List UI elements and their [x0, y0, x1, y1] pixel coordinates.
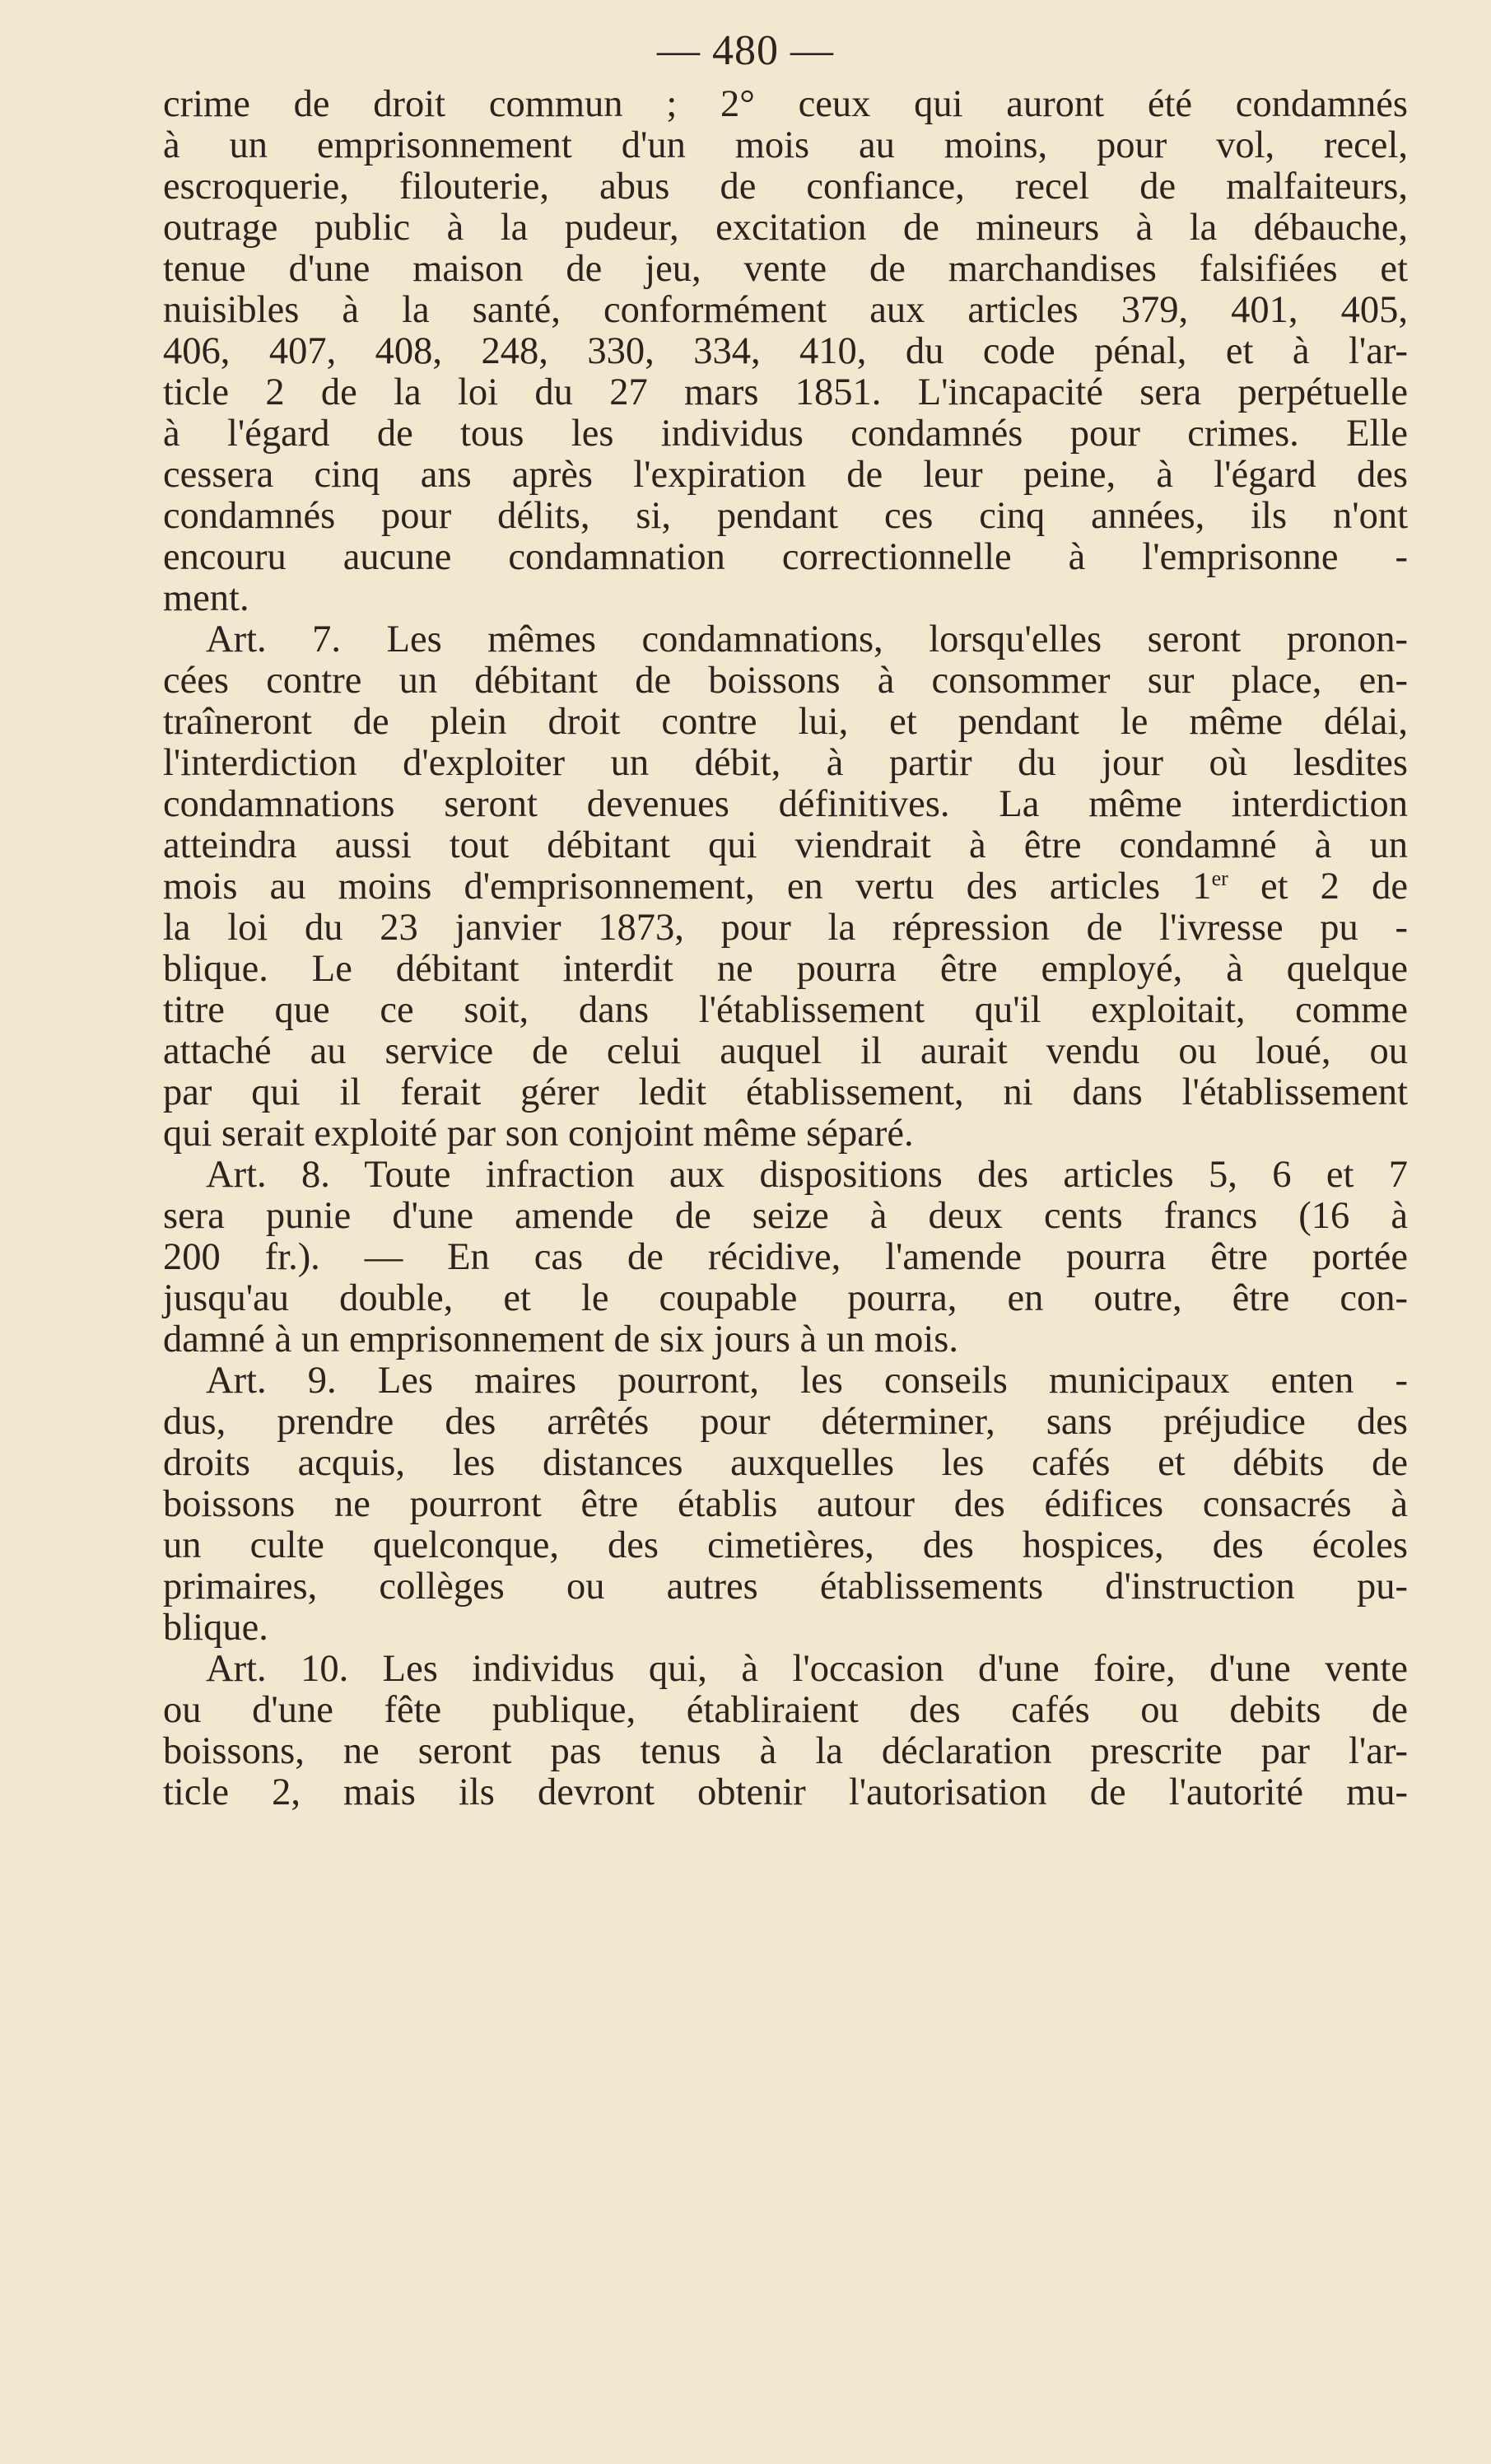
text-line: primaires, collèges ou autres établissements d'instruction pu-	[163, 1566, 1408, 1608]
text-line: tenue d'une maison de jeu, vente de marchandises falsifiées et	[163, 248, 1408, 290]
text-line: escroquerie, filouterie, abus de confiance, recel de malfaiteurs,	[163, 166, 1408, 208]
text-line: 200 fr.). — En cas de récidive, l'amende pourra être portée	[163, 1236, 1408, 1278]
text-line: titre que ce soit, dans l'établissement qu'il exploitait, comme	[163, 989, 1408, 1031]
text-line: blique.	[163, 1607, 268, 1649]
text-line: attaché au service de celui auquel il aurait vendu ou loué, ou	[163, 1030, 1408, 1072]
text-line: la loi du 23 janvier 1873, pour la répression de l'ivresse pu -	[163, 907, 1408, 949]
text-line: ment.	[163, 577, 249, 619]
text-line: par qui il ferait gérer ledit établissement, ni dans l'établissement	[163, 1071, 1408, 1113]
text-line: ou d'une fête publique, établiraient des cafés ou debits de	[163, 1689, 1408, 1731]
text-line-article-7: Art. 7. Les mêmes condamnations, lorsqu'elles seront pronon-	[206, 618, 1408, 660]
text-line: 406, 407, 408, 248, 330, 334, 410, du code pénal, et à l'ar-	[163, 330, 1408, 372]
text-line: sera punie d'une amende de seize à deux cents francs (16 à	[163, 1195, 1408, 1237]
text-line: droits acquis, les distances auxquelles les cafés et débits de	[163, 1442, 1408, 1484]
text-line: dus, prendre des arrêtés pour déterminer, sans préjudice des	[163, 1401, 1408, 1443]
text-line: qui serait exploité par son conjoint même séparé.	[163, 1113, 914, 1155]
text-line: encouru aucune condamnation correctionnelle à l'emprisonne -	[163, 536, 1408, 578]
text-segment: mois au moins d'emprisonnement, en vertu des articles 1	[163, 866, 1212, 908]
text-line: condamnés pour délits, si, pendant ces cinq années, ils n'ont	[163, 495, 1408, 537]
text-line: boissons ne pourront être établis autour des édifices consacrés à	[163, 1483, 1408, 1525]
text-line: cessera cinq ans après l'expiration de leur peine, à l'égard des	[163, 454, 1408, 496]
text-line: à l'égard de tous les individus condamnés pour crimes. Elle	[163, 413, 1408, 455]
text-line: atteindra aussi tout débitant qui viendrait à être condamné à un	[163, 824, 1408, 866]
text-line: jusqu'au double, et le coupable pourra, en outre, être con-	[163, 1277, 1408, 1319]
text-line-article-10: Art. 10. Les individus qui, à l'occasion d'une foire, d'une vente	[206, 1648, 1408, 1690]
text-line: outrage public à la pudeur, excitation de mineurs à la débauche,	[163, 207, 1408, 249]
page-number-header: — 480 —	[657, 27, 834, 74]
text-line: boissons, ne seront pas tenus à la déclaration prescrite par l'ar-	[163, 1730, 1408, 1772]
text-line: crime de droit commun ; 2° ceux qui auront été condamnés	[163, 83, 1408, 125]
text-line-with-superscript	[163, 866, 1408, 908]
text-line: un culte quelconque, des cimetières, des hospices, des écoles	[163, 1524, 1408, 1566]
text-line: ticle 2 de la loi du 27 mars 1851. L'incapacité sera perpétuelle	[163, 371, 1408, 413]
text-line: ticle 2, mais ils devront obtenir l'autorisation de l'autorité mu-	[163, 1771, 1408, 1813]
text-line: damné à un emprisonnement de six jours à un mois.	[163, 1318, 958, 1360]
text-line: traîneront de plein droit contre lui, et pendant le même délai,	[163, 701, 1408, 743]
text-segment: et 2 de	[1228, 866, 1409, 908]
text-line: blique. Le débitant interdit ne pourra être employé, à quelque	[163, 948, 1408, 990]
text-line-article-9: Art. 9. Les maires pourront, les conseils municipaux enten -	[206, 1360, 1408, 1402]
text-line: condamnations seront devenues définitives. La même interdiction	[163, 783, 1408, 825]
ordinal-superscript: er	[1211, 866, 1228, 890]
text-line: cées contre un débitant de boissons à consommer sur place, en-	[163, 660, 1408, 702]
text-line: nuisibles à la santé, conformément aux articles 379, 401, 405,	[163, 289, 1408, 331]
text-line-article-8: Art. 8. Toute infraction aux dispositions des articles 5, 6 et 7	[206, 1154, 1408, 1196]
text-line: à un emprisonnement d'un mois au moins, pour vol, recel,	[163, 124, 1408, 166]
body-text	[163, 84, 1408, 1813]
text-line: l'interdiction d'exploiter un débit, à partir du jour où lesdites	[163, 742, 1408, 784]
